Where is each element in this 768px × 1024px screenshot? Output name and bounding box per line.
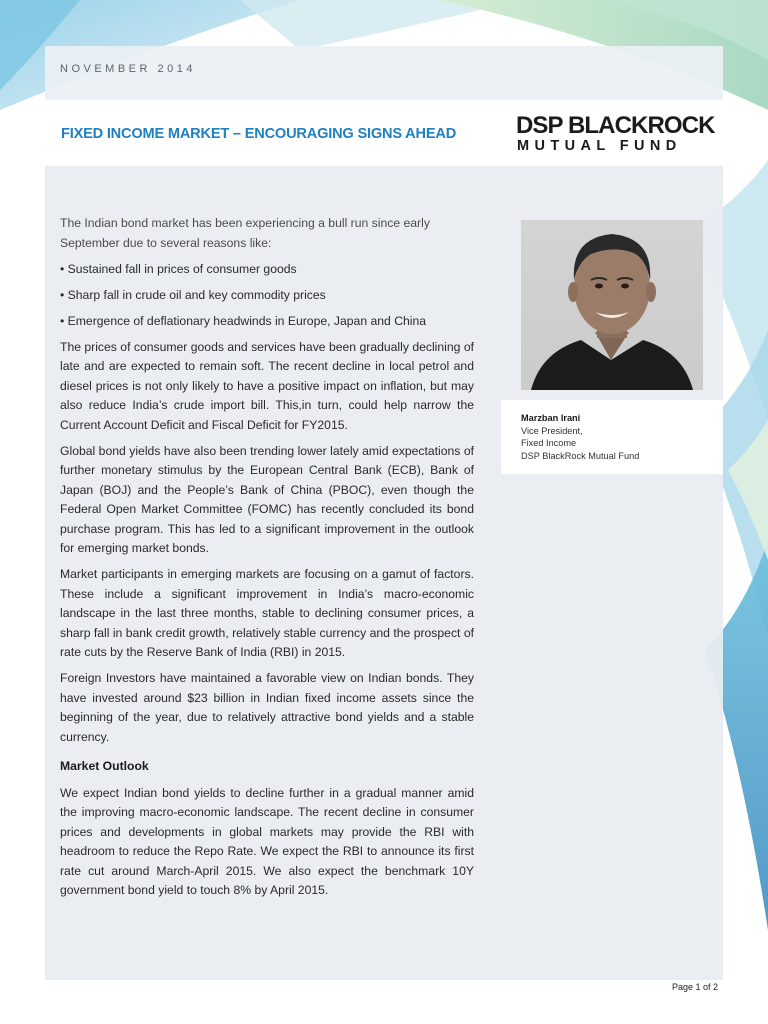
logo-wordmark: DSP BLACKROCK (516, 112, 715, 139)
dsp-blackrock-logo (498, 100, 723, 166)
author-company: DSP BlackRock Mutual Fund (521, 450, 640, 461)
page-title: FIXED INCOME MARKET – ENCOURAGING SIGNS AHEAD (61, 126, 457, 142)
outlook-paragraph: We expect Indian bond yields to decline further in a gradual manner amid the improving macro-economic landscape. The recent decline in consumer prices and developments in global markets may provide the RBI with headroom to reduce the Repo Rate. We expect the RBI to announce its first rate cut around March-April 2015. We also expect the benchmark 10Y government bond yield to touch 8% by April 2015. (60, 785, 474, 897)
intro-paragraph: The Indian bond market has been experiencing a bull run since early September due to several reasons like: (60, 216, 430, 250)
bullet-item: • Emergence of deflationary headwinds in Europe, Japan and China (60, 313, 427, 328)
author-photo (521, 220, 703, 390)
author-name: Marzban Irani (521, 413, 581, 423)
bullet-item: • Sharp fall in crude oil and key commodity prices (60, 287, 326, 302)
body-paragraph: Foreign Investors have maintained a favorable view on Indian bonds. They have invested around $23 billion in Indian fixed income assets since the beginning of the year, due to relatively attractive bond yields and a stable currency. (60, 671, 474, 744)
date-band (45, 46, 723, 100)
title-band (45, 100, 493, 166)
body-paragraph: Global bond yields have also been trending lower lately amid expectations of further monetary stimulus by the European Central Bank (ECB), Bank of Japan (BOJ) and the People’s Bank of China (PBOC), even though the Federal Open Market Committee (FOMC) has recently concluded its bond purchase program. This has led to a significant improvement in the outlook for emerging market bonds. (60, 443, 474, 555)
page-number: Page 1 of 2 (672, 982, 719, 992)
author-role: Vice President, (521, 425, 583, 436)
market-outlook-heading: Market Outlook (60, 759, 149, 773)
body-paragraph: Market participants in emerging markets are focusing on a gamut of factors. These include a significant improvement in India’s macro-economic landscape in the last three months, stable to declining consumer prices, a sharp fall in bank credit growth, relatively stable currency and the prospect of rate cuts by the Reserve Bank of India (RBI) in 2015. (60, 567, 474, 659)
author-portrait-image (521, 220, 703, 390)
article-body (60, 214, 474, 907)
content-panel (45, 166, 723, 980)
bullet-item: • Sustained fall in prices of consumer goods (60, 261, 297, 276)
author-caption (501, 400, 723, 474)
issue-date: NOVEMBER 2014 (60, 63, 196, 75)
logo-subtitle: MUTUAL FUND (517, 138, 682, 154)
body-paragraph: The prices of consumer goods and services have been gradually declining of late and are expected to remain soft. The recent decline in local petrol and diesel prices is not only likely to have a positive impact on inflation, but may also reduce India’s crude import bill. This,in turn, could help narrow the Current Account Deficit and Fiscal Deficit for FY2015. (60, 339, 474, 432)
author-department: Fixed Income (521, 438, 577, 448)
